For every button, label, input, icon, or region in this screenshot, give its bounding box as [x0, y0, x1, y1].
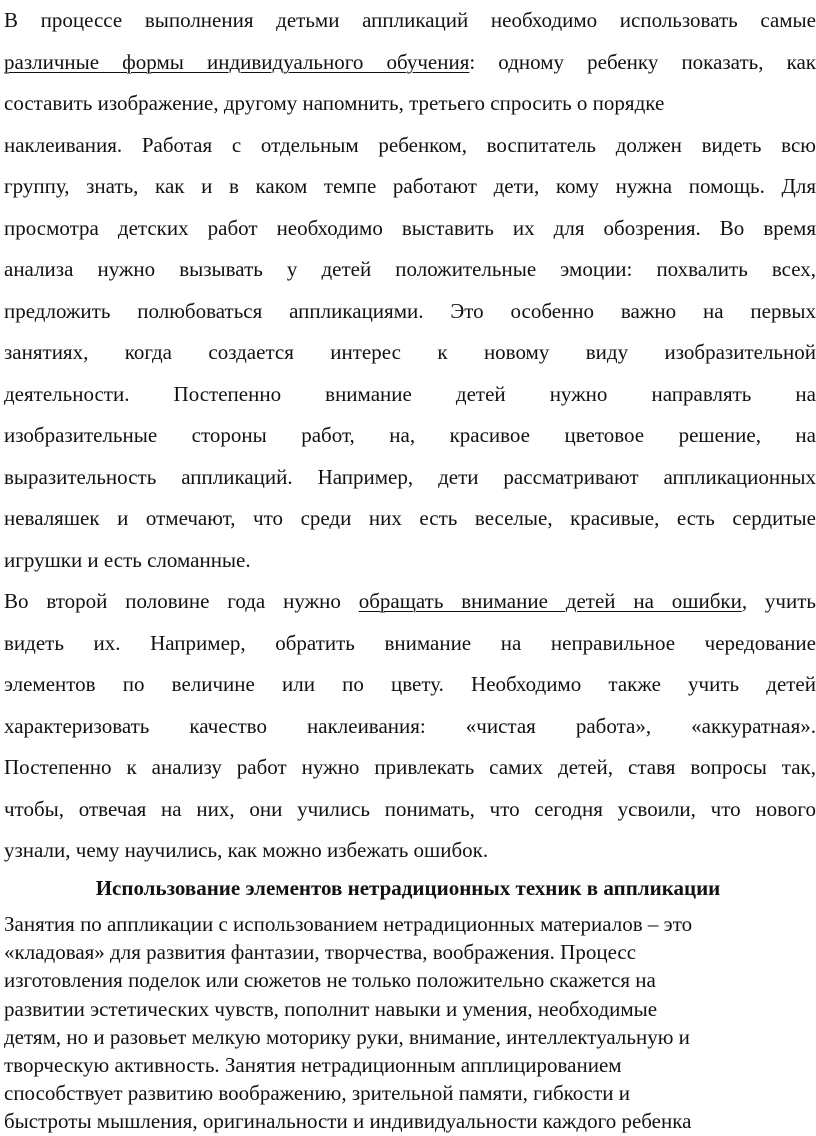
- text-line: группу, знать, как и в каком темпе работают дети, кому нужна помощь. Для: [4, 174, 816, 198]
- text-line: деятельности. Постепенно внимание детей нужно направлять на: [4, 381, 816, 406]
- text-line: наклеивания. Работая с отдельным ребенком, воспитатель должен видеть всю: [4, 132, 816, 157]
- section-heading: Использование элементов нетрадиционных техник в аппликации: [95, 876, 721, 900]
- text-fragment: : одному ребенку показать, как: [469, 49, 816, 74]
- text-fragment: , учить: [741, 589, 816, 613]
- text-line: неваляшек и отмечают, что среди них есть веселые, красивые, есть сердитые: [4, 506, 816, 530]
- text-line: В процессе выполнения детьми аппликаций необходимо использовать самые: [4, 8, 816, 32]
- text-line: творческую активность. Занятия нетрадиционным апплицированием: [4, 1052, 622, 1077]
- text-line: «кладовая» для развития фантазии, творчества, воображения. Процесс: [4, 940, 637, 965]
- text-fragment: Во второй половине года нужно: [4, 589, 359, 613]
- text-line: [4, 581, 816, 623]
- text-line: изготовления поделок или сюжетов не только положительно скажется на: [4, 968, 656, 993]
- text-line: Занятия по аппликации с использованием нетрадиционных материалов – это: [4, 912, 693, 936]
- text-line: просмотра детских работ необходимо выставить их для обозрения. Во время: [4, 215, 816, 240]
- text-line: [4, 42, 816, 84]
- text-line: анализа нужно вызывать у детей положительные эмоции: похвалить всех,: [4, 257, 816, 281]
- paragraph-individual-teaching: [4, 0, 816, 872]
- text-line: Постепенно к анализу работ нужно привлекать самих детей, ставя вопросы так,: [4, 755, 816, 779]
- text-line: узнали, чему научились, как можно избежать ошибок.: [4, 838, 489, 862]
- text-line: выразительность аппликаций. Например, дети рассматривают аппликационных: [4, 464, 816, 489]
- text-line: развитии эстетических чувств, пополнит навыки и умения, необходимые: [4, 996, 658, 1021]
- underlined-phrase: различные формы индивидуального обучения: [4, 49, 470, 74]
- paragraph-nontraditional-techniques: [4, 910, 816, 1136]
- underlined-phrase: обращать внимание детей на ошибки: [358, 589, 742, 613]
- text-line: изобразительные стороны работ, на, красивое цветовое решение, на: [4, 423, 816, 447]
- text-line: чтобы, отвечая на них, они учились понимать, что сегодня усвоили, что нового: [4, 796, 816, 821]
- text-line: видеть их. Например, обратить внимание на неправильное чередование: [4, 630, 816, 655]
- text-line: способствует развитию воображению, зрительной памяти, гибкости и: [4, 1081, 631, 1106]
- text-line: предложить полюбоваться аппликациями. Это особенно важно на первых: [4, 298, 816, 323]
- text-line: игрушки и есть сломанные.: [4, 547, 251, 572]
- text-line: детям, но и разовьет мелкую моторику руки, внимание, интеллектуальную и: [4, 1024, 690, 1049]
- text-line: занятиях, когда создается интерес к новому виду изобразительной: [4, 340, 816, 364]
- text-line: составить изображение, другому напомнить, третьего спросить о порядке: [4, 91, 665, 115]
- text-line: быстроты мышления, оригинальности и индивидуальности каждого ребенка: [4, 1109, 692, 1134]
- text-line: элементов по величине или по цвету. Необходимо также учить детей: [4, 672, 816, 696]
- text-line: характеризовать качество наклеивания: «чистая работа», «аккуратная».: [4, 713, 816, 738]
